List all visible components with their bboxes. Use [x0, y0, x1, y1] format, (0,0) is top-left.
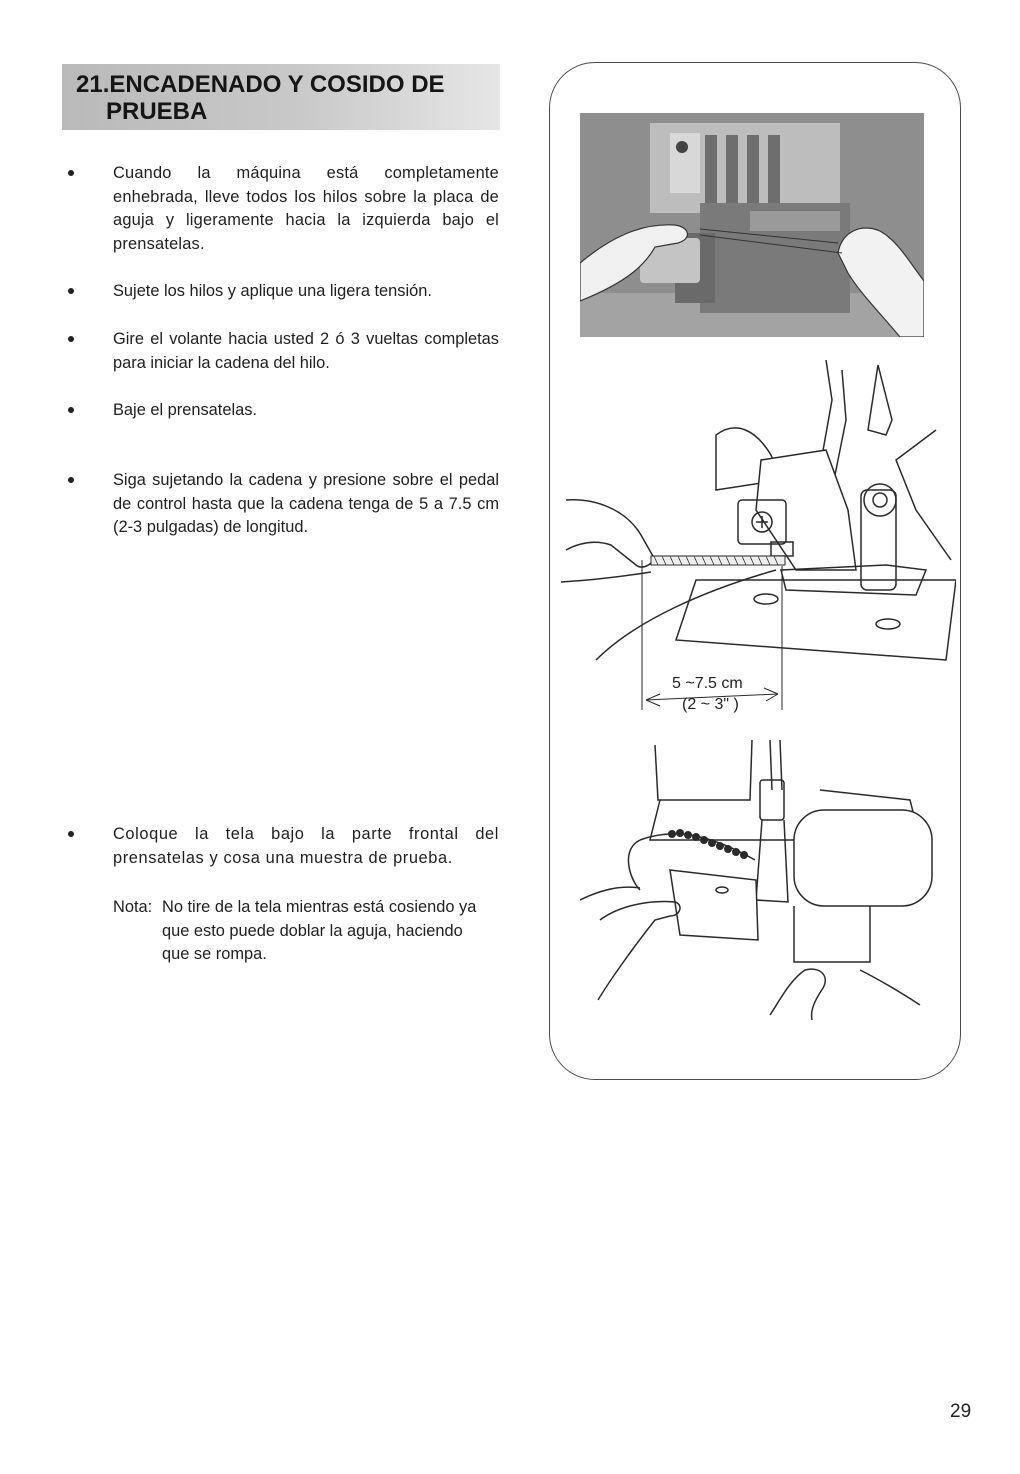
note-text-line-3: que se rompa. [162, 945, 267, 963]
note-text-line-1: No tire de la tela mientras está cosiendo ya [162, 898, 477, 916]
step-text: Coloque la tela bajo la parte frontal del prensatelas y cosa una muestra de prueba. [113, 825, 499, 867]
chain-length-imperial-label: (2 ~ 3" ) [682, 696, 739, 713]
section-heading-line-1: 21.ENCADENADO Y COSIDO DE [76, 71, 445, 98]
step-text: Cuando la máquina está completamente enhebrada, lleve todos los hilos sobre la placa de aguja y ligeramente hacia la izquierda bajo el prensatelas. [113, 164, 499, 253]
step-text: Baje el prensatelas. [113, 401, 257, 419]
note-text-line-2: que esto puede doblar la aguja, haciendo [162, 921, 463, 940]
bullet-icon [68, 831, 74, 837]
note-label: Nota: [113, 898, 153, 916]
chain-length-illustration [556, 360, 956, 720]
step-text: Gire el volante hacia usted 2 ó 3 vueltas completas para iniciar la cadena del hilo. [113, 330, 499, 372]
step-text: Sujete los hilos y aplique una ligera tensión. [113, 282, 432, 300]
serger-photo [580, 113, 924, 337]
bullet-icon [68, 170, 74, 176]
bullet-icon [68, 477, 74, 483]
chain-length-metric-label: 5 ~7.5 cm [672, 675, 743, 692]
section-heading-line-2: PRUEBA [106, 98, 208, 125]
bullet-icon [68, 288, 74, 294]
test-sewing-illustration [580, 730, 940, 1020]
step-text: Siga sujetando la cadena y presione sobre el pedal de control hasta que la cadena tenga de 5 a 7.5 cm (2-3 pulgadas) de longitud. [113, 471, 499, 536]
bullet-icon [68, 336, 74, 342]
page-number: 29 [950, 1401, 972, 1422]
bullet-icon [68, 407, 74, 413]
